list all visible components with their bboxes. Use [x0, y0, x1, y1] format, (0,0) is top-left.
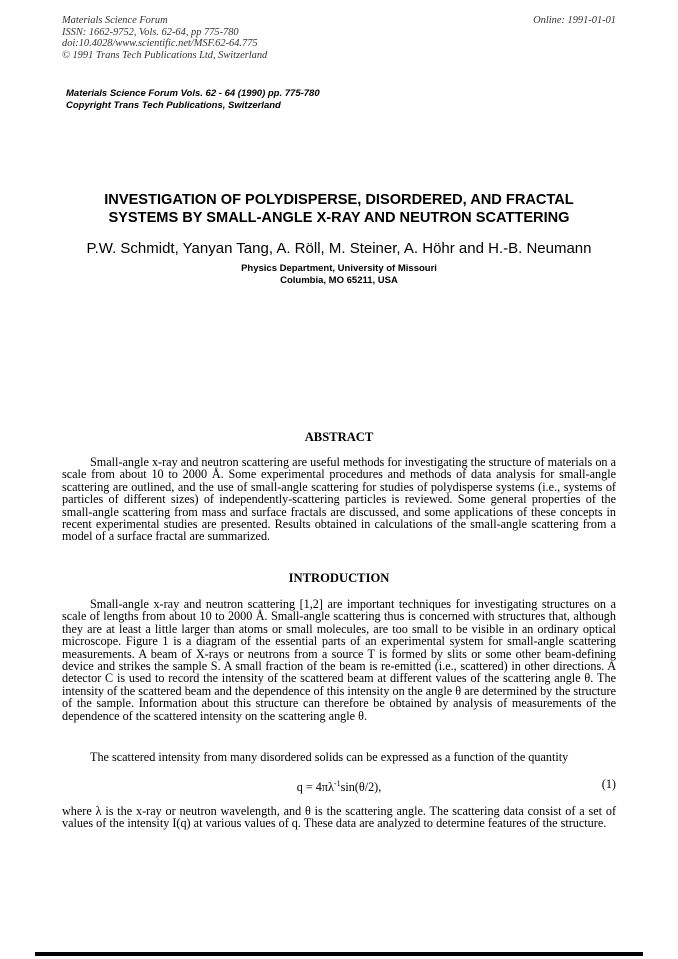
introduction-heading: INTRODUCTION — [288, 571, 390, 585]
intro-paragraph-2: The scattered intensity from many disordered solids can be expressed as a function of the quantity — [90, 750, 569, 764]
affiliation-dept: Physics Department, University of Missouri — [241, 263, 437, 274]
journal-meta — [62, 15, 267, 61]
paper-title — [0, 191, 678, 227]
title-line-2: SYSTEMS BY SMALL-ANGLE X-RAY AND NEUTRON SCATTERING — [108, 210, 570, 226]
meta-journal: Materials Science Forum — [62, 15, 168, 26]
equation-rhs: sin(θ/2), — [340, 780, 382, 795]
affiliation — [0, 263, 678, 287]
citation-line: Materials Science Forum Vols. 62 - 64 (1990) pp. 775-780 — [66, 88, 320, 99]
equation-body — [62, 777, 616, 794]
author-list: P.W. Schmidt, Yanyan Tang, A. Röll, M. Steiner, A. Höhr and H.-B. Neumann — [86, 240, 592, 257]
equation-lhs: q = 4πλ — [296, 780, 334, 795]
meta-doi: doi:10.4028/www.scientific.net/MSF.62-64.775 — [62, 38, 258, 49]
abstract-text: Small-angle x-ray and neutron scattering are useful methods for investigating the structure of materials on a scale from about 10 to 2000 Å. Some experimental procedures and methods of data analysis for small-angle scattering are outlined, and the use of small-angle scattering for studies of polydisperse systems (i.e., systems of particles of different sizes) of independently-scattering particles is reviewed. Some general properties of the small-angle scattering from mass and surface fractals are discussed, and some applications of these concepts in recent experimental studies are presented. Results obtained in calculations of the small-angle scattering from a model of a surface fractal are summarized. — [62, 455, 616, 544]
intro-paragraph-3: where λ is the x-ray or neutron wavelength, and θ is the scattering angle. The scattering data consist of a set of values of the intensity I(q) at various values of q. These data are analyzed to determine features of the structure. — [62, 804, 616, 831]
online-date: Online: 1991-01-01 — [533, 15, 616, 26]
abstract-heading: ABSTRACT — [304, 430, 374, 444]
equation-number: (1) — [601, 777, 616, 791]
copyright-line: Copyright Trans Tech Publications, Switzerland — [66, 99, 281, 111]
equation-exponent: -1 — [333, 779, 341, 788]
meta-issn: ISSN: 1662-9752, Vols. 62-64, pp 775-780 — [62, 26, 239, 38]
meta-copyright: © 1991 Trans Tech Publications Ltd, Switzerland — [62, 49, 268, 61]
footer-rule — [35, 952, 643, 956]
title-line-1: INVESTIGATION OF POLYDISPERSE, DISORDERED, AND FRACTAL — [104, 192, 574, 208]
intro-paragraph-1: Small-angle x-ray and neutron scattering [1,2] are important techniques for investigating structures on a scale of lengths from about 10 to 2000 Å. Small-angle scattering thus is concerned with structures that, although they are at least a little larger than atoms or small molecules, are too small to be visible in an ordinary optical microscope. Figure 1 is a diagram of the essential parts of an experimental system for small-angle scattering measurements. A beam of X-rays or neutrons from a source T is formed by slits or some other beam-defining device and strikes the sample S. A small fraction of the beam is re-emitted (i.e., scattered) in other directions. A detector C is used to record the intensity of the scattered beam at different values of the scattering angle θ. The intensity of the scattered beam and the dependence of this intensity on the angle θ are determined by the structure of the sample. Information about this structure can therefore be obtained by analysis of measurements of the dependence of the scattered intensity on the scattering angle θ. — [62, 597, 616, 723]
citation-block — [66, 88, 320, 111]
affiliation-address: Columbia, MO 65211, USA — [280, 275, 398, 286]
